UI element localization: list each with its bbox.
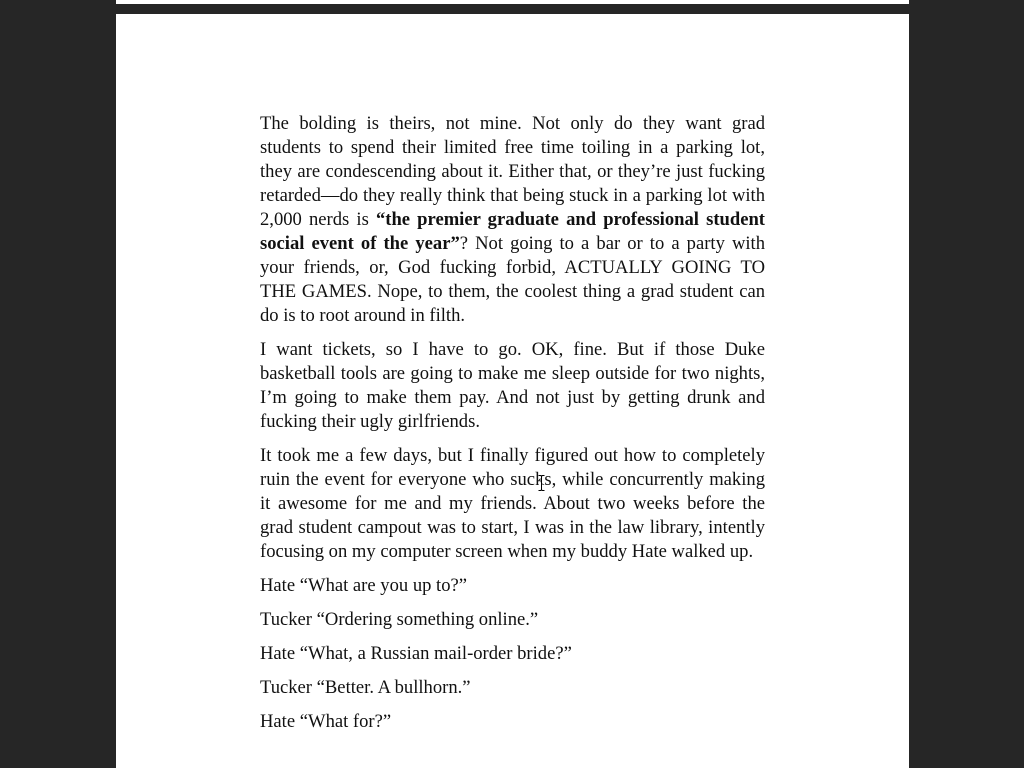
dialogue-speaker: Tucker	[260, 609, 312, 630]
paragraph-1-text-start: The bolding is theirs, not mine. Not only do they want grad students to spend their limited free time toiling in a parking lot, they are condescending about it. Either that, or they’re just fucking retarded—do they really think that being stuck in a parking lot with 2,000 nerds is	[260, 113, 765, 230]
text-ibeam-cursor-icon	[538, 475, 545, 491]
dialogue-speaker: Tucker	[260, 677, 312, 698]
paragraph-1	[260, 112, 765, 328]
paragraph-1-text-end: ? Not going to a bar or to a party with your friends, or, God fucking forbid, ACTUALLY GOING TO THE GAMES. Nope, to them, the coolest thing a grad student can do is to root around in filth.	[260, 233, 766, 326]
dialogue-quote: “What for?”	[299, 711, 392, 732]
previous-page-edge	[116, 0, 909, 4]
dialogue-line-3	[260, 642, 765, 666]
paragraph-2: I want tickets, so I have to go. OK, fine. But if those Duke basketball tools are going to make me sleep outside for two nights, I’m going to make them pay. And not just by getting drunk and fucking their ugly girlfriends.	[260, 339, 765, 432]
dialogue-quote: “What, a Russian mail-order bride?”	[299, 643, 572, 664]
paragraph-3: It took me a few days, but I finally figured out how to completely ruin the event for everyone who sucks, while concurrently making it awesome for me and my friends. About two weeks before the grad student campout was to start, I was in the law library, intently focusing on my computer screen when my buddy Hate walked up.	[260, 445, 765, 562]
paragraph-1-bold-quote: “the premier graduate and professional student social event of the year”	[260, 209, 765, 254]
dialogue-speaker: Hate	[260, 575, 296, 596]
document-page[interactable]	[116, 14, 909, 768]
dialogue-quote: “Better. A bullhorn.”	[316, 677, 471, 698]
dialogue-quote: “What are you up to?”	[299, 575, 468, 596]
dialogue-line-4	[260, 676, 765, 700]
dialogue-speaker: Hate	[260, 711, 296, 732]
page-text-body	[260, 112, 765, 744]
dialogue-quote: “Ordering something online.”	[316, 609, 539, 630]
dialogue-line-1	[260, 574, 765, 598]
dialogue-line-2	[260, 608, 765, 632]
dialogue-speaker: Hate	[260, 643, 296, 664]
dialogue-line-5	[260, 710, 765, 734]
